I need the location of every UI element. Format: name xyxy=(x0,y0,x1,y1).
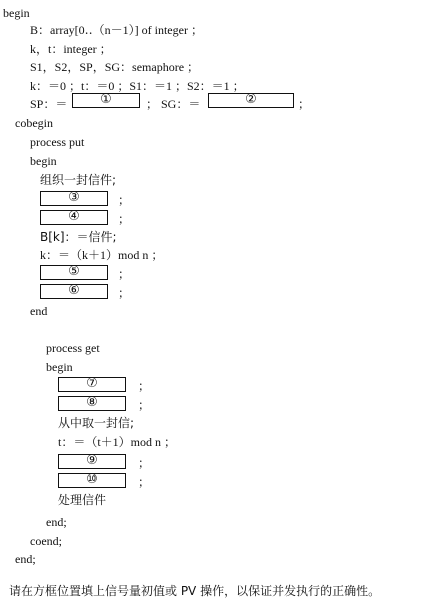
sg-assign-label: ； SG：＝ xyxy=(146,97,201,111)
semicolon: ； xyxy=(118,267,131,281)
semicolon: ； xyxy=(138,475,151,489)
question-caption: 请在方框位置填上信号量初值或 PV 操作，以保证并发执行的正确性。 xyxy=(9,584,381,598)
array-declaration: B：array[0‥（n－1）] of integer ； xyxy=(30,23,203,37)
cobegin-keyword: cobegin xyxy=(15,116,53,130)
put-begin-keyword: begin xyxy=(30,154,57,168)
put-process-header: process put xyxy=(30,135,85,149)
begin-keyword: begin xyxy=(3,6,30,20)
semicolon: ； xyxy=(118,193,131,207)
put-advance-index: k：＝（k＋1）mod n ； xyxy=(40,248,164,262)
blank-box-2[interactable]: ② xyxy=(208,93,294,108)
blank-box-3[interactable]: ③ xyxy=(40,191,108,206)
semicolon: ； xyxy=(138,379,151,393)
get-process-letter: 处理信件 xyxy=(58,493,107,507)
get-end-keyword: end; xyxy=(46,515,67,529)
semicolon: ； xyxy=(118,212,131,226)
semicolon: ； xyxy=(138,456,151,470)
coend-keyword: coend; xyxy=(30,534,62,548)
blank-box-8[interactable]: ⑧ xyxy=(58,396,126,411)
semicolon: ； xyxy=(298,97,311,111)
blank-box-5[interactable]: ⑤ xyxy=(40,265,108,280)
get-take-letter: 从中取一封信; xyxy=(58,416,135,430)
put-end-keyword: end xyxy=(30,304,48,318)
blank-box-7[interactable]: ⑦ xyxy=(58,377,126,392)
integer-declaration: k，t：integer ； xyxy=(30,42,112,56)
semicolon: ； xyxy=(138,398,151,412)
semicolon: ； xyxy=(118,286,131,300)
blank-box-10[interactable]: ⑩ xyxy=(58,473,126,488)
initialization-line: k：＝0 ；t：＝0 ；S1：＝1 ；S2：＝1 ； xyxy=(30,79,245,93)
get-process-header: process get xyxy=(46,341,100,355)
put-assign-letter: B[k]：＝信件; xyxy=(40,230,117,244)
get-advance-index: t：＝（t＋1）mod n ； xyxy=(58,435,177,449)
blank-box-6[interactable]: ⑥ xyxy=(40,284,108,299)
blank-box-4[interactable]: ④ xyxy=(40,210,108,225)
sp-assign-label: SP：＝ xyxy=(30,97,68,111)
put-organize-letter: 组织一封信件; xyxy=(40,173,117,187)
get-begin-keyword: begin xyxy=(46,360,73,374)
blank-box-1[interactable]: ① xyxy=(72,93,140,108)
blank-box-9[interactable]: ⑨ xyxy=(58,454,126,469)
end-keyword: end; xyxy=(15,552,36,566)
semaphore-declaration: S1，S2，SP，SG：semaphore ； xyxy=(30,60,200,74)
